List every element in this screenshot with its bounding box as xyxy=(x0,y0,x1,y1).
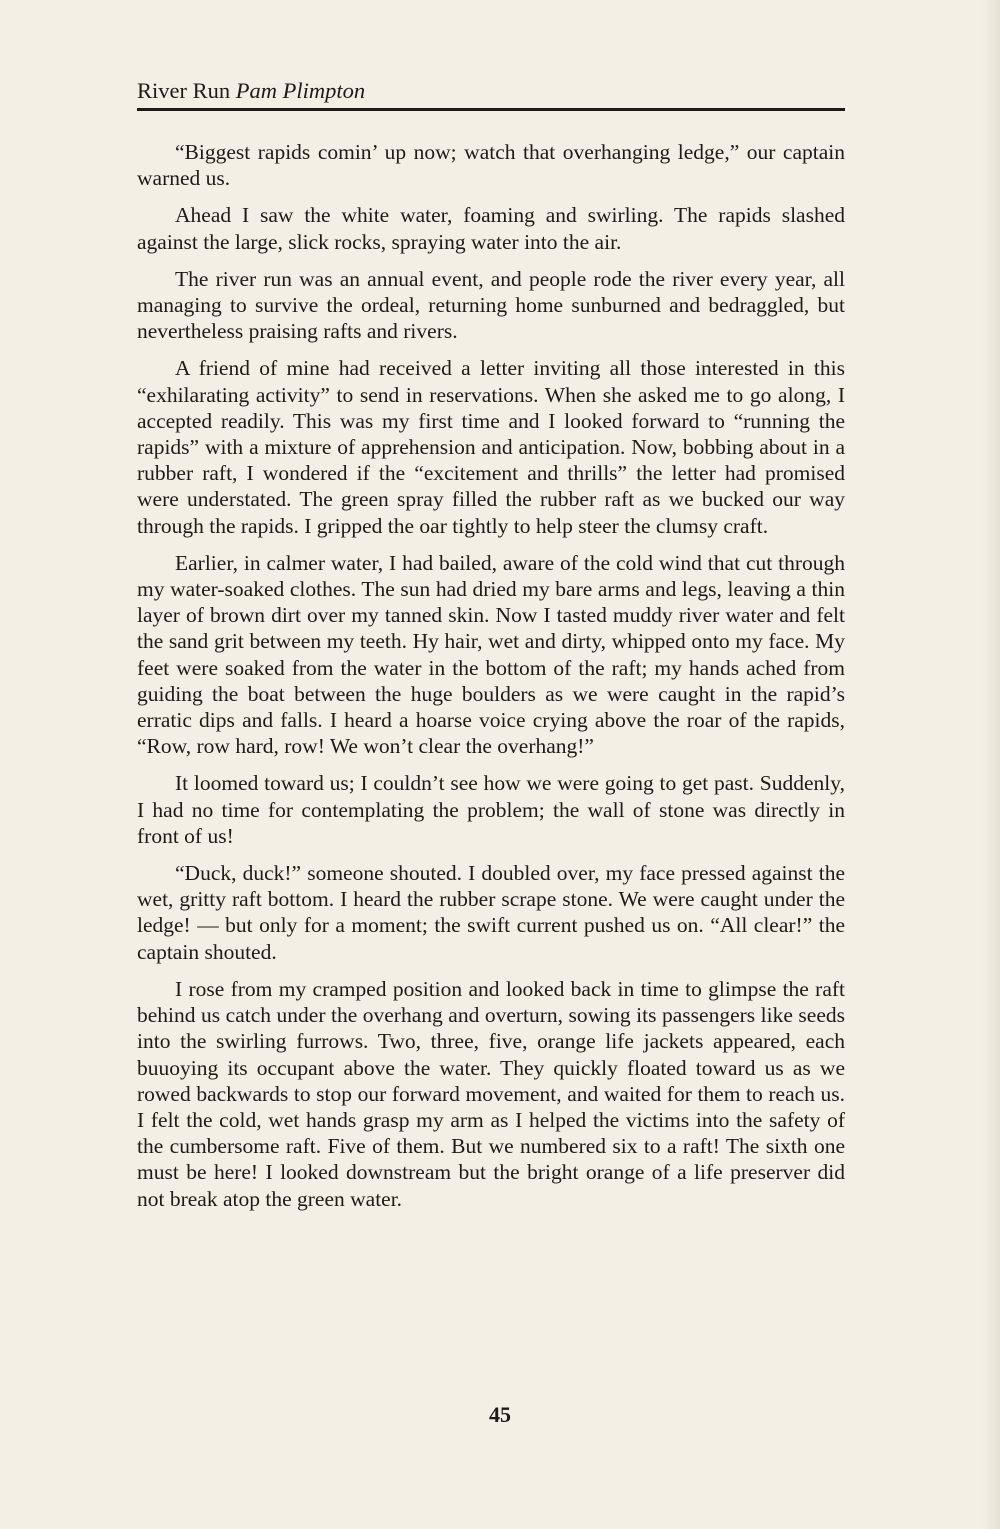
paragraph: I rose from my cramped position and looked back in time to glimpse the raft behind us catch under the overhang and overturn, sowing its passengers like seeds into the swirling furrows. Two, three, five, orange life jackets appeared, each buuoying its occupant above the water. They quickly floated toward us as we rowed backwards to stop our forward movement, and waited for them to reach us. I felt the cold, wet hands grasp my arm as I helped the victims into the safety of the cumbersome raft. Five of them. But we numbered six to a raft! The sixth one must be here! I looked downstream but the bright orange of a life preserver did not break atop the green water. xyxy=(137,976,845,1211)
paragraph: Earlier, in calmer water, I had bailed, aware of the cold wind that cut through my water-soaked clothes. The sun had dried my bare arms and legs, leaving a thin layer of brown dirt over my tanned skin. Now I tasted muddy river water and felt the sand grit between my teeth. Hy hair, wet and dirty, whipped onto my face. My feet were soaked from the water in the bottom of the raft; my hands ached from guiding the boat between the huge boulders as we were caught in the rapid’s erratic dips and falls. I heard a hoarse voice crying above the roar of the rapids, “Row, row hard, row! We won’t clear the overhang!” xyxy=(137,550,845,759)
story-body xyxy=(137,139,845,1223)
author-name: Pam Plimpton xyxy=(235,78,366,103)
story-title: River Run xyxy=(137,78,231,103)
paragraph: Ahead I saw the white water, foaming and swirling. The rapids slashed against the large, slick rocks, spraying water into the air. xyxy=(137,203,845,254)
page-number: 45 xyxy=(489,1402,511,1427)
paragraph: “Duck, duck!” someone shouted. I doubled over, my face pressed against the wet, gritty raft bottom. I heard the rubber scrape stone. We were caught under the ledge! — but only for a moment; the swift current pushed us on. “All clear!” the captain shouted. xyxy=(137,861,845,964)
running-head xyxy=(137,75,845,107)
paragraph: The river run was an annual event, and people rode the river every year, all managing to survive the ordeal, returning home sunburned and bedraggled, but nevertheless praising rafts and rivers. xyxy=(137,266,845,344)
paragraph: It loomed toward us; I couldn’t see how we were going to get past. Suddenly, I had no time for contemplating the problem; the wall of stone was directly in front of us! xyxy=(137,771,845,848)
header-rule xyxy=(137,108,845,111)
paragraph: “Biggest rapids comin’ up now; watch that overhanging ledge,” our captain warned us. xyxy=(137,140,845,191)
paragraph: A friend of mine had received a letter inviting all those interested in this “exhilarating activity” to send in reservations. When she asked me to go along, I accepted readily. This was my first time and I looked forward to “running the rapids” with a mixture of apprehension and anticipation. Now, bobbing about in a rubber raft, I wondered if the “excitement and thrills” the letter had promised were understated. The green spray filled the rubber raft as we bucked our way through the rapids. I gripped the oar tightly to help steer the clumsy craft. xyxy=(137,356,845,538)
page-edge-shadow xyxy=(982,0,1000,1529)
